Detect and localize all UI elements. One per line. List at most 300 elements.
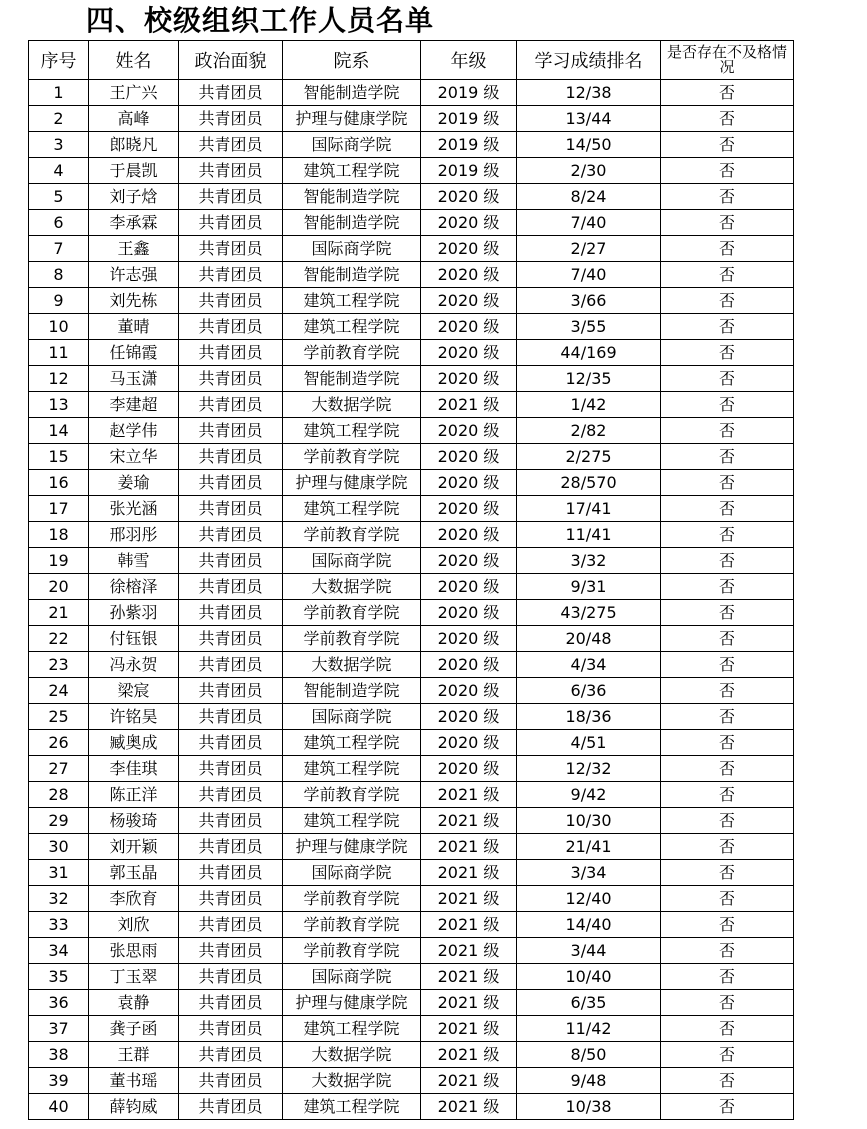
cell-failing: 否 <box>661 392 794 418</box>
cell-index: 14 <box>29 418 89 444</box>
cell-index: 20 <box>29 574 89 600</box>
cell-grade: 2020 级 <box>421 288 517 314</box>
cell-political-status: 共青团员 <box>179 938 283 964</box>
cell-grade: 2021 级 <box>421 834 517 860</box>
cell-name: 郭玉晶 <box>89 860 179 886</box>
cell-name: 于晨凯 <box>89 158 179 184</box>
table-row <box>29 1042 794 1068</box>
cell-failing: 否 <box>661 184 794 210</box>
cell-ranking: 17/41 <box>517 496 661 522</box>
cell-failing: 否 <box>661 496 794 522</box>
cell-failing: 否 <box>661 236 794 262</box>
cell-ranking: 3/66 <box>517 288 661 314</box>
cell-failing: 否 <box>661 470 794 496</box>
cell-index: 24 <box>29 678 89 704</box>
cell-grade: 2020 级 <box>421 496 517 522</box>
cell-name: 董书瑶 <box>89 1068 179 1094</box>
cell-ranking: 12/38 <box>517 80 661 106</box>
cell-grade: 2021 级 <box>421 1042 517 1068</box>
table-row <box>29 496 794 522</box>
table-row <box>29 834 794 860</box>
table-row <box>29 574 794 600</box>
cell-department: 建筑工程学院 <box>283 1016 421 1042</box>
cell-ranking: 18/36 <box>517 704 661 730</box>
cell-name: 冯永贺 <box>89 652 179 678</box>
cell-political-status: 共青团员 <box>179 808 283 834</box>
cell-grade: 2020 级 <box>421 470 517 496</box>
cell-political-status: 共青团员 <box>179 522 283 548</box>
cell-department: 学前教育学院 <box>283 600 421 626</box>
cell-index: 7 <box>29 236 89 262</box>
cell-ranking: 8/24 <box>517 184 661 210</box>
cell-failing: 否 <box>661 886 794 912</box>
cell-name: 李欣育 <box>89 886 179 912</box>
cell-political-status: 共青团员 <box>179 912 283 938</box>
cell-ranking: 4/51 <box>517 730 661 756</box>
cell-grade: 2020 级 <box>421 652 517 678</box>
cell-name: 龚子函 <box>89 1016 179 1042</box>
cell-ranking: 10/30 <box>517 808 661 834</box>
cell-name: 任锦霞 <box>89 340 179 366</box>
cell-index: 26 <box>29 730 89 756</box>
cell-name: 刘先栋 <box>89 288 179 314</box>
col-header-name: 姓名 <box>89 41 179 80</box>
cell-grade: 2020 级 <box>421 730 517 756</box>
cell-department: 学前教育学院 <box>283 912 421 938</box>
cell-index: 5 <box>29 184 89 210</box>
cell-grade: 2020 级 <box>421 262 517 288</box>
cell-department: 护理与健康学院 <box>283 106 421 132</box>
cell-political-status: 共青团员 <box>179 626 283 652</box>
cell-ranking: 7/40 <box>517 262 661 288</box>
table-header-row <box>29 41 794 80</box>
cell-political-status: 共青团员 <box>179 288 283 314</box>
cell-name: 王群 <box>89 1042 179 1068</box>
cell-grade: 2020 级 <box>421 548 517 574</box>
cell-department: 建筑工程学院 <box>283 808 421 834</box>
cell-ranking: 6/36 <box>517 678 661 704</box>
cell-name: 王广兴 <box>89 80 179 106</box>
cell-grade: 2020 级 <box>421 444 517 470</box>
cell-name: 陈正洋 <box>89 782 179 808</box>
cell-ranking: 9/42 <box>517 782 661 808</box>
cell-department: 国际商学院 <box>283 860 421 886</box>
cell-department: 学前教育学院 <box>283 782 421 808</box>
cell-index: 8 <box>29 262 89 288</box>
cell-political-status: 共青团员 <box>179 106 283 132</box>
cell-department: 学前教育学院 <box>283 886 421 912</box>
cell-ranking: 3/55 <box>517 314 661 340</box>
cell-index: 12 <box>29 366 89 392</box>
table-row <box>29 236 794 262</box>
table-row <box>29 990 794 1016</box>
cell-ranking: 28/570 <box>517 470 661 496</box>
cell-political-status: 共青团员 <box>179 210 283 236</box>
cell-index: 33 <box>29 912 89 938</box>
table-row <box>29 80 794 106</box>
table-row <box>29 314 794 340</box>
cell-grade: 2021 级 <box>421 912 517 938</box>
cell-grade: 2021 级 <box>421 938 517 964</box>
cell-political-status: 共青团员 <box>179 964 283 990</box>
cell-name: 张光涵 <box>89 496 179 522</box>
cell-name: 薛钧威 <box>89 1094 179 1120</box>
cell-index: 25 <box>29 704 89 730</box>
cell-grade: 2021 级 <box>421 990 517 1016</box>
cell-name: 邢羽彤 <box>89 522 179 548</box>
cell-department: 国际商学院 <box>283 236 421 262</box>
cell-index: 4 <box>29 158 89 184</box>
cell-department: 智能制造学院 <box>283 678 421 704</box>
table-row <box>29 912 794 938</box>
cell-name: 董晴 <box>89 314 179 340</box>
cell-failing: 否 <box>661 1094 794 1120</box>
table-row <box>29 938 794 964</box>
cell-grade: 2020 级 <box>421 340 517 366</box>
table-row <box>29 678 794 704</box>
cell-political-status: 共青团员 <box>179 444 283 470</box>
cell-ranking: 13/44 <box>517 106 661 132</box>
cell-political-status: 共青团员 <box>179 80 283 106</box>
cell-failing: 否 <box>661 1068 794 1094</box>
cell-department: 建筑工程学院 <box>283 496 421 522</box>
cell-ranking: 43/275 <box>517 600 661 626</box>
cell-grade: 2020 级 <box>421 574 517 600</box>
table-row <box>29 964 794 990</box>
table-row <box>29 1068 794 1094</box>
cell-index: 15 <box>29 444 89 470</box>
cell-index: 37 <box>29 1016 89 1042</box>
table-row <box>29 1094 794 1120</box>
cell-index: 29 <box>29 808 89 834</box>
cell-grade: 2019 级 <box>421 80 517 106</box>
cell-failing: 否 <box>661 314 794 340</box>
cell-failing: 否 <box>661 834 794 860</box>
cell-department: 大数据学院 <box>283 652 421 678</box>
cell-ranking: 7/40 <box>517 210 661 236</box>
cell-failing: 否 <box>661 262 794 288</box>
cell-political-status: 共青团员 <box>179 1094 283 1120</box>
cell-name: 梁宸 <box>89 678 179 704</box>
table-row <box>29 626 794 652</box>
cell-department: 护理与健康学院 <box>283 834 421 860</box>
col-header-department: 院系 <box>283 41 421 80</box>
cell-grade: 2021 级 <box>421 1094 517 1120</box>
cell-index: 23 <box>29 652 89 678</box>
cell-name: 王鑫 <box>89 236 179 262</box>
cell-index: 35 <box>29 964 89 990</box>
cell-failing: 否 <box>661 1042 794 1068</box>
cell-index: 13 <box>29 392 89 418</box>
cell-political-status: 共青团员 <box>179 184 283 210</box>
cell-index: 19 <box>29 548 89 574</box>
table-row <box>29 262 794 288</box>
cell-name: 刘开颖 <box>89 834 179 860</box>
cell-grade: 2020 级 <box>421 600 517 626</box>
cell-grade: 2021 级 <box>421 860 517 886</box>
cell-name: 高峰 <box>89 106 179 132</box>
cell-ranking: 44/169 <box>517 340 661 366</box>
cell-name: 孙紫羽 <box>89 600 179 626</box>
cell-ranking: 11/41 <box>517 522 661 548</box>
cell-political-status: 共青团员 <box>179 652 283 678</box>
cell-department: 国际商学院 <box>283 704 421 730</box>
cell-name: 许志强 <box>89 262 179 288</box>
cell-name: 郎晓凡 <box>89 132 179 158</box>
cell-name: 马玉潇 <box>89 366 179 392</box>
cell-political-status: 共青团员 <box>179 704 283 730</box>
cell-grade: 2020 级 <box>421 314 517 340</box>
table-row <box>29 860 794 886</box>
cell-political-status: 共青团员 <box>179 340 283 366</box>
cell-name: 徐榕泽 <box>89 574 179 600</box>
cell-political-status: 共青团员 <box>179 236 283 262</box>
cell-failing: 否 <box>661 626 794 652</box>
table-row <box>29 756 794 782</box>
cell-grade: 2019 级 <box>421 106 517 132</box>
cell-ranking: 21/41 <box>517 834 661 860</box>
cell-political-status: 共青团员 <box>179 314 283 340</box>
cell-index: 16 <box>29 470 89 496</box>
table-row <box>29 730 794 756</box>
cell-ranking: 20/48 <box>517 626 661 652</box>
cell-index: 1 <box>29 80 89 106</box>
cell-ranking: 9/31 <box>517 574 661 600</box>
cell-failing: 否 <box>661 938 794 964</box>
cell-failing: 否 <box>661 782 794 808</box>
cell-failing: 否 <box>661 158 794 184</box>
cell-failing: 否 <box>661 678 794 704</box>
cell-index: 21 <box>29 600 89 626</box>
cell-ranking: 12/32 <box>517 756 661 782</box>
cell-failing: 否 <box>661 522 794 548</box>
cell-name: 丁玉翠 <box>89 964 179 990</box>
cell-failing: 否 <box>661 600 794 626</box>
table-row <box>29 522 794 548</box>
cell-name: 赵学伟 <box>89 418 179 444</box>
cell-political-status: 共青团员 <box>179 1068 283 1094</box>
cell-department: 学前教育学院 <box>283 340 421 366</box>
cell-failing: 否 <box>661 106 794 132</box>
cell-department: 大数据学院 <box>283 1042 421 1068</box>
cell-ranking: 2/82 <box>517 418 661 444</box>
cell-political-status: 共青团员 <box>179 548 283 574</box>
table-row <box>29 782 794 808</box>
cell-department: 建筑工程学院 <box>283 288 421 314</box>
cell-political-status: 共青团员 <box>179 574 283 600</box>
cell-department: 智能制造学院 <box>283 262 421 288</box>
cell-ranking: 14/40 <box>517 912 661 938</box>
cell-failing: 否 <box>661 808 794 834</box>
cell-political-status: 共青团员 <box>179 392 283 418</box>
cell-ranking: 11/42 <box>517 1016 661 1042</box>
cell-index: 34 <box>29 938 89 964</box>
table-row <box>29 106 794 132</box>
cell-department: 学前教育学院 <box>283 522 421 548</box>
cell-political-status: 共青团员 <box>179 990 283 1016</box>
cell-political-status: 共青团员 <box>179 496 283 522</box>
cell-department: 建筑工程学院 <box>283 1094 421 1120</box>
staff-roster-table <box>28 40 794 1120</box>
cell-name: 刘欣 <box>89 912 179 938</box>
table-row <box>29 184 794 210</box>
cell-ranking: 3/32 <box>517 548 661 574</box>
cell-department: 大数据学院 <box>283 574 421 600</box>
table-row <box>29 470 794 496</box>
cell-political-status: 共青团员 <box>179 1016 283 1042</box>
cell-index: 30 <box>29 834 89 860</box>
cell-index: 28 <box>29 782 89 808</box>
cell-failing: 否 <box>661 756 794 782</box>
table-row <box>29 132 794 158</box>
cell-ranking: 10/38 <box>517 1094 661 1120</box>
cell-ranking: 4/34 <box>517 652 661 678</box>
cell-ranking: 14/50 <box>517 132 661 158</box>
cell-failing: 否 <box>661 574 794 600</box>
cell-ranking: 12/35 <box>517 366 661 392</box>
cell-department: 智能制造学院 <box>283 80 421 106</box>
table-row <box>29 288 794 314</box>
page-title: 四、校级组织工作人员名单 <box>86 4 435 37</box>
cell-political-status: 共青团员 <box>179 366 283 392</box>
cell-political-status: 共青团员 <box>179 1042 283 1068</box>
cell-political-status: 共青团员 <box>179 834 283 860</box>
cell-ranking: 10/40 <box>517 964 661 990</box>
cell-ranking: 3/34 <box>517 860 661 886</box>
cell-ranking: 2/275 <box>517 444 661 470</box>
cell-index: 10 <box>29 314 89 340</box>
cell-failing: 否 <box>661 860 794 886</box>
cell-department: 国际商学院 <box>283 132 421 158</box>
table-row <box>29 158 794 184</box>
cell-failing: 否 <box>661 340 794 366</box>
cell-failing: 否 <box>661 704 794 730</box>
cell-failing: 否 <box>661 990 794 1016</box>
cell-ranking: 2/27 <box>517 236 661 262</box>
cell-department: 建筑工程学院 <box>283 314 421 340</box>
cell-index: 31 <box>29 860 89 886</box>
cell-name: 臧奥成 <box>89 730 179 756</box>
cell-grade: 2020 级 <box>421 756 517 782</box>
cell-political-status: 共青团员 <box>179 886 283 912</box>
table-row <box>29 210 794 236</box>
cell-department: 学前教育学院 <box>283 626 421 652</box>
cell-department: 大数据学院 <box>283 392 421 418</box>
cell-index: 9 <box>29 288 89 314</box>
cell-department: 护理与健康学院 <box>283 990 421 1016</box>
cell-department: 智能制造学院 <box>283 366 421 392</box>
col-header-grade: 年级 <box>421 41 517 80</box>
cell-grade: 2021 级 <box>421 1068 517 1094</box>
cell-failing: 否 <box>661 548 794 574</box>
cell-ranking: 9/48 <box>517 1068 661 1094</box>
cell-index: 38 <box>29 1042 89 1068</box>
cell-grade: 2020 级 <box>421 522 517 548</box>
cell-ranking: 12/40 <box>517 886 661 912</box>
cell-department: 大数据学院 <box>283 1068 421 1094</box>
cell-index: 36 <box>29 990 89 1016</box>
table-row <box>29 1016 794 1042</box>
cell-name: 姜瑜 <box>89 470 179 496</box>
cell-failing: 否 <box>661 730 794 756</box>
table-body <box>29 80 794 1120</box>
cell-failing: 否 <box>661 210 794 236</box>
table-row <box>29 548 794 574</box>
cell-name: 宋立华 <box>89 444 179 470</box>
cell-name: 刘子焓 <box>89 184 179 210</box>
cell-political-status: 共青团员 <box>179 470 283 496</box>
cell-department: 建筑工程学院 <box>283 756 421 782</box>
col-header-index: 序号 <box>29 41 89 80</box>
cell-name: 许铭昊 <box>89 704 179 730</box>
cell-department: 学前教育学院 <box>283 938 421 964</box>
cell-failing: 否 <box>661 652 794 678</box>
cell-department: 建筑工程学院 <box>283 158 421 184</box>
cell-name: 张思雨 <box>89 938 179 964</box>
cell-political-status: 共青团员 <box>179 262 283 288</box>
cell-name: 付钰银 <box>89 626 179 652</box>
cell-index: 11 <box>29 340 89 366</box>
cell-political-status: 共青团员 <box>179 132 283 158</box>
cell-political-status: 共青团员 <box>179 678 283 704</box>
cell-name: 李建超 <box>89 392 179 418</box>
cell-political-status: 共青团员 <box>179 600 283 626</box>
cell-failing: 否 <box>661 964 794 990</box>
cell-name: 李承霖 <box>89 210 179 236</box>
cell-ranking: 2/30 <box>517 158 661 184</box>
cell-index: 32 <box>29 886 89 912</box>
table-row <box>29 704 794 730</box>
cell-grade: 2019 级 <box>421 132 517 158</box>
table-row <box>29 392 794 418</box>
cell-ranking: 3/44 <box>517 938 661 964</box>
cell-index: 22 <box>29 626 89 652</box>
cell-failing: 否 <box>661 132 794 158</box>
cell-ranking: 8/50 <box>517 1042 661 1068</box>
cell-department: 建筑工程学院 <box>283 418 421 444</box>
col-header-political-status: 政治面貌 <box>179 41 283 80</box>
cell-failing: 否 <box>661 80 794 106</box>
col-header-ranking: 学习成绩排名 <box>517 41 661 80</box>
cell-department: 智能制造学院 <box>283 184 421 210</box>
cell-grade: 2020 级 <box>421 418 517 444</box>
cell-index: 3 <box>29 132 89 158</box>
cell-political-status: 共青团员 <box>179 756 283 782</box>
table-row <box>29 340 794 366</box>
table-row <box>29 444 794 470</box>
cell-grade: 2021 级 <box>421 392 517 418</box>
cell-name: 韩雪 <box>89 548 179 574</box>
cell-political-status: 共青团员 <box>179 418 283 444</box>
cell-grade: 2020 级 <box>421 678 517 704</box>
cell-grade: 2020 级 <box>421 236 517 262</box>
cell-grade: 2020 级 <box>421 626 517 652</box>
cell-name: 李佳琪 <box>89 756 179 782</box>
cell-political-status: 共青团员 <box>179 782 283 808</box>
cell-department: 智能制造学院 <box>283 210 421 236</box>
cell-department: 学前教育学院 <box>283 444 421 470</box>
cell-failing: 否 <box>661 1016 794 1042</box>
cell-failing: 否 <box>661 444 794 470</box>
cell-index: 40 <box>29 1094 89 1120</box>
cell-index: 17 <box>29 496 89 522</box>
cell-grade: 2020 级 <box>421 704 517 730</box>
cell-index: 6 <box>29 210 89 236</box>
cell-grade: 2020 级 <box>421 210 517 236</box>
table-row <box>29 808 794 834</box>
cell-grade: 2019 级 <box>421 158 517 184</box>
cell-grade: 2020 级 <box>421 366 517 392</box>
